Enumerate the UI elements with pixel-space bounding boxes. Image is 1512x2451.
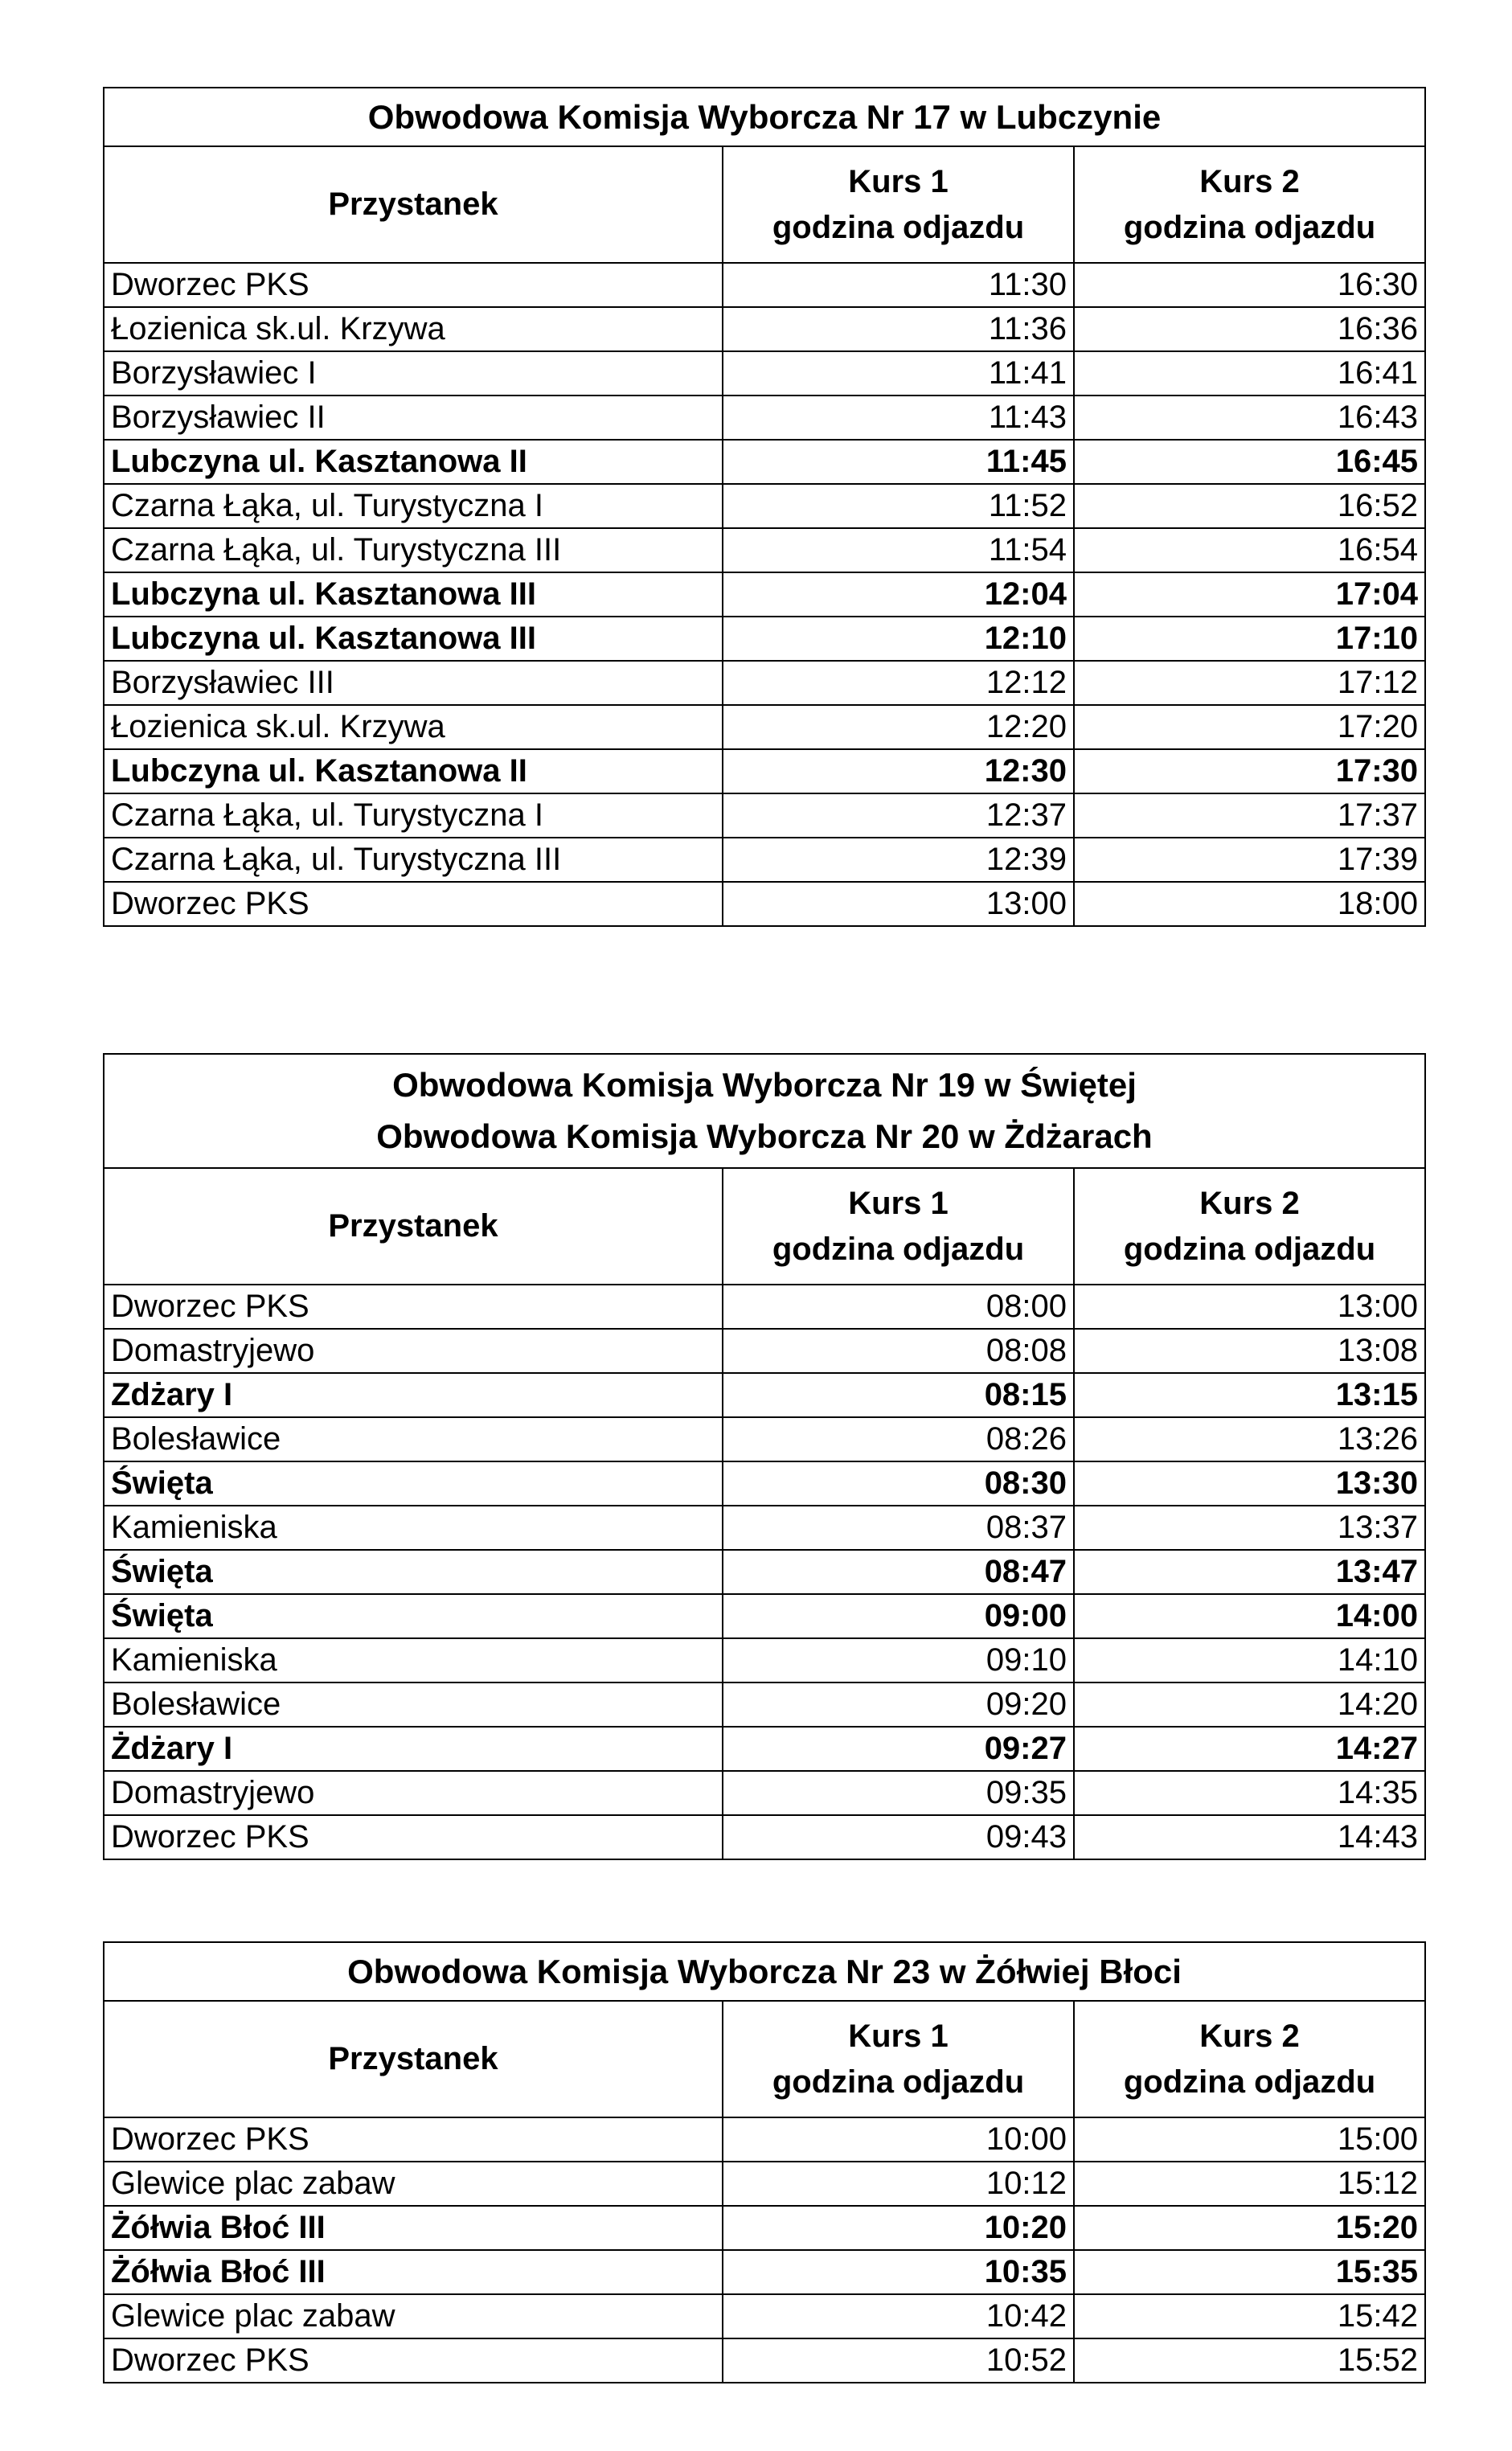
table-row — [104, 572, 1425, 617]
stop-name-cell: Lubczyna ul. Kasztanowa II — [104, 440, 723, 484]
stop-name-cell: Bolesławice — [104, 1417, 723, 1461]
table-row — [104, 1373, 1425, 1417]
course-1-time-cell: 09:10 — [723, 1638, 1074, 1683]
stop-name-cell: Łozienica sk.ul. Krzywa — [104, 307, 723, 351]
header-course-label: Kurs 2 — [1199, 2018, 1300, 2054]
stop-name-cell: Glewice plac zabaw — [104, 2294, 723, 2338]
course-1-time-cell: 10:12 — [723, 2162, 1074, 2206]
stop-name-cell: Bolesławice — [104, 1683, 723, 1727]
stop-name-cell: Kamieniska — [104, 1638, 723, 1683]
stop-name-cell: Glewice plac zabaw — [104, 2162, 723, 2206]
course-1-time-cell: 08:08 — [723, 1329, 1074, 1373]
course-2-time-cell: 13:37 — [1074, 1506, 1425, 1550]
course-1-time-cell: 08:15 — [723, 1373, 1074, 1417]
course-1-time-cell: 08:00 — [723, 1285, 1074, 1329]
table-title-line: Obwodowa Komisja Wyborcza Nr 19 w Świętej — [392, 1066, 1137, 1104]
header-course-1 — [723, 2001, 1074, 2117]
stop-name-cell: Czarna Łąka, ul. Turystyczna III — [104, 528, 723, 572]
course-1-time-cell: 11:41 — [723, 351, 1074, 396]
course-1-time-cell: 11:52 — [723, 484, 1074, 528]
table-title — [104, 1054, 1425, 1168]
stop-name-cell: Borzysławiec I — [104, 351, 723, 396]
table-row — [104, 793, 1425, 838]
header-course-1 — [723, 1168, 1074, 1285]
table-row — [104, 1506, 1425, 1550]
table-row — [104, 1594, 1425, 1638]
table-row — [104, 307, 1425, 351]
course-2-time-cell: 15:00 — [1074, 2117, 1425, 2162]
course-1-time-cell: 08:30 — [723, 1461, 1074, 1506]
course-2-time-cell: 14:27 — [1074, 1727, 1425, 1771]
table-row — [104, 2162, 1425, 2206]
course-1-time-cell: 12:37 — [723, 793, 1074, 838]
course-2-time-cell: 13:26 — [1074, 1417, 1425, 1461]
table-title-line: Obwodowa Komisja Wyborcza Nr 20 w Żdżarach — [376, 1117, 1153, 1155]
table-row — [104, 1329, 1425, 1373]
course-2-time-cell: 17:39 — [1074, 838, 1425, 882]
stop-name-cell: Dworzec PKS — [104, 1285, 723, 1329]
course-1-time-cell: 12:20 — [723, 705, 1074, 749]
table-row — [104, 1815, 1425, 1859]
stop-name-cell: Domastryjewo — [104, 1329, 723, 1373]
course-1-time-cell: 08:37 — [723, 1506, 1074, 1550]
course-1-time-cell: 11:45 — [723, 440, 1074, 484]
course-1-time-cell: 08:26 — [723, 1417, 1074, 1461]
stop-name-cell: Lubczyna ul. Kasztanowa II — [104, 749, 723, 793]
table-row — [104, 1727, 1425, 1771]
course-1-time-cell: 12:04 — [723, 572, 1074, 617]
header-course-label: Kurs 2 — [1199, 1185, 1300, 1221]
table-row — [104, 1461, 1425, 1506]
course-1-time-cell: 10:35 — [723, 2250, 1074, 2294]
schedule-table — [103, 1941, 1426, 2383]
table-title-row — [104, 88, 1425, 146]
table-row — [104, 661, 1425, 705]
course-1-time-cell: 11:54 — [723, 528, 1074, 572]
course-2-time-cell: 14:00 — [1074, 1594, 1425, 1638]
header-course-label: Kurs 2 — [1199, 163, 1300, 199]
stop-name-cell: Kamieniska — [104, 1506, 723, 1550]
header-course-sublabel: godzina odjazdu — [772, 209, 1025, 245]
course-2-time-cell: 17:30 — [1074, 749, 1425, 793]
table-row — [104, 1285, 1425, 1329]
table-row — [104, 1550, 1425, 1594]
stop-name-cell: Domastryjewo — [104, 1771, 723, 1815]
table-row — [104, 263, 1425, 307]
course-2-time-cell: 16:36 — [1074, 307, 1425, 351]
header-stop: Przystanek — [104, 146, 723, 263]
table-row — [104, 617, 1425, 661]
header-course-sublabel: godzina odjazdu — [1123, 209, 1376, 245]
course-2-time-cell: 13:47 — [1074, 1550, 1425, 1594]
course-1-time-cell: 10:52 — [723, 2338, 1074, 2383]
schedule-table — [103, 1053, 1426, 1860]
table-row — [104, 396, 1425, 440]
stop-name-cell: Dworzec PKS — [104, 263, 723, 307]
course-1-time-cell: 10:42 — [723, 2294, 1074, 2338]
course-2-time-cell: 13:00 — [1074, 1285, 1425, 1329]
table-body — [104, 1285, 1425, 1859]
header-course-label: Kurs 1 — [848, 2018, 949, 2054]
course-2-time-cell: 16:43 — [1074, 396, 1425, 440]
table-row — [104, 1638, 1425, 1683]
course-2-time-cell: 16:30 — [1074, 263, 1425, 307]
course-1-time-cell: 11:36 — [723, 307, 1074, 351]
table-header-row — [104, 146, 1425, 263]
course-2-time-cell: 16:54 — [1074, 528, 1425, 572]
course-1-time-cell: 12:10 — [723, 617, 1074, 661]
schedule-table — [103, 87, 1426, 927]
course-1-time-cell: 12:39 — [723, 838, 1074, 882]
table-row — [104, 705, 1425, 749]
table-row — [104, 1683, 1425, 1727]
course-1-time-cell: 10:00 — [723, 2117, 1074, 2162]
course-2-time-cell: 17:20 — [1074, 705, 1425, 749]
stop-name-cell: Żdżary I — [104, 1727, 723, 1771]
header-stop: Przystanek — [104, 1168, 723, 1285]
table-row — [104, 2250, 1425, 2294]
stop-name-cell: Borzysławiec II — [104, 396, 723, 440]
header-course-sublabel: godzina odjazdu — [772, 1231, 1025, 1267]
table-row — [104, 440, 1425, 484]
table-header-row — [104, 2001, 1425, 2117]
stop-name-cell: Święta — [104, 1461, 723, 1506]
header-course-sublabel: godzina odjazdu — [1123, 1231, 1376, 1267]
stop-name-cell: Lubczyna ul. Kasztanowa III — [104, 572, 723, 617]
course-2-time-cell: 14:35 — [1074, 1771, 1425, 1815]
stop-name-cell: Dworzec PKS — [104, 1815, 723, 1859]
course-2-time-cell: 17:04 — [1074, 572, 1425, 617]
course-2-time-cell: 15:12 — [1074, 2162, 1425, 2206]
stop-name-cell: Czarna Łąka, ul. Turystyczna III — [104, 838, 723, 882]
course-2-time-cell: 14:10 — [1074, 1638, 1425, 1683]
course-2-time-cell: 16:52 — [1074, 484, 1425, 528]
stop-name-cell: Żółwia Błoć III — [104, 2250, 723, 2294]
header-course-label: Kurs 1 — [848, 163, 949, 199]
stop-name-cell: Dworzec PKS — [104, 882, 723, 926]
course-1-time-cell: 11:30 — [723, 263, 1074, 307]
table-row — [104, 1771, 1425, 1815]
course-2-time-cell: 15:42 — [1074, 2294, 1425, 2338]
course-1-time-cell: 09:20 — [723, 1683, 1074, 1727]
table-row — [104, 528, 1425, 572]
course-1-time-cell: 13:00 — [723, 882, 1074, 926]
table-row — [104, 2206, 1425, 2250]
course-1-time-cell: 09:27 — [723, 1727, 1074, 1771]
table-title — [104, 88, 1425, 146]
table-row — [104, 2117, 1425, 2162]
table-title-row — [104, 1054, 1425, 1168]
course-1-time-cell: 09:00 — [723, 1594, 1074, 1638]
course-1-time-cell: 11:43 — [723, 396, 1074, 440]
course-1-time-cell: 09:43 — [723, 1815, 1074, 1859]
header-course-2 — [1074, 146, 1425, 263]
table-header-row — [104, 1168, 1425, 1285]
course-2-time-cell: 16:45 — [1074, 440, 1425, 484]
stop-name-cell: Święta — [104, 1594, 723, 1638]
course-1-time-cell: 09:35 — [723, 1771, 1074, 1815]
header-course-sublabel: godzina odjazdu — [1123, 2064, 1376, 2100]
course-1-time-cell: 12:12 — [723, 661, 1074, 705]
course-2-time-cell: 15:52 — [1074, 2338, 1425, 2383]
table-row — [104, 1417, 1425, 1461]
header-course-2 — [1074, 2001, 1425, 2117]
course-2-time-cell: 17:12 — [1074, 661, 1425, 705]
course-2-time-cell: 15:20 — [1074, 2206, 1425, 2250]
course-1-time-cell: 10:20 — [723, 2206, 1074, 2250]
header-stop: Przystanek — [104, 2001, 723, 2117]
table-row — [104, 749, 1425, 793]
header-course-sublabel: godzina odjazdu — [772, 2064, 1025, 2100]
table-row — [104, 351, 1425, 396]
course-2-time-cell: 14:20 — [1074, 1683, 1425, 1727]
course-2-time-cell: 15:35 — [1074, 2250, 1425, 2294]
stop-name-cell: Czarna Łąka, ul. Turystyczna I — [104, 793, 723, 838]
course-1-time-cell: 12:30 — [723, 749, 1074, 793]
table-title-line: Obwodowa Komisja Wyborcza Nr 23 w Żółwiej Błoci — [347, 1952, 1182, 1990]
stop-name-cell: Święta — [104, 1550, 723, 1594]
stop-name-cell: Lubczyna ul. Kasztanowa III — [104, 617, 723, 661]
stop-name-cell: Czarna Łąka, ul. Turystyczna I — [104, 484, 723, 528]
course-2-time-cell: 17:37 — [1074, 793, 1425, 838]
table-row — [104, 2338, 1425, 2383]
table-row — [104, 838, 1425, 882]
course-2-time-cell: 14:43 — [1074, 1815, 1425, 1859]
course-2-time-cell: 13:30 — [1074, 1461, 1425, 1506]
course-2-time-cell: 16:41 — [1074, 351, 1425, 396]
table-title — [104, 1942, 1425, 2001]
stop-name-cell: Dworzec PKS — [104, 2338, 723, 2383]
table-row — [104, 882, 1425, 926]
course-2-time-cell: 13:15 — [1074, 1373, 1425, 1417]
stop-name-cell: Borzysławiec III — [104, 661, 723, 705]
table-row — [104, 2294, 1425, 2338]
header-course-1 — [723, 146, 1074, 263]
table-title-line: Obwodowa Komisja Wyborcza Nr 17 w Lubczynie — [367, 97, 1162, 136]
header-course-2 — [1074, 1168, 1425, 1285]
course-2-time-cell: 18:00 — [1074, 882, 1425, 926]
course-2-time-cell: 13:08 — [1074, 1329, 1425, 1373]
course-1-time-cell: 08:47 — [723, 1550, 1074, 1594]
course-2-time-cell: 17:10 — [1074, 617, 1425, 661]
stop-name-cell: Żółwia Błoć III — [104, 2206, 723, 2250]
table-title-row — [104, 1942, 1425, 2001]
stop-name-cell: Łozienica sk.ul. Krzywa — [104, 705, 723, 749]
stop-name-cell: Zdżary I — [104, 1373, 723, 1417]
stop-name-cell: Dworzec PKS — [104, 2117, 723, 2162]
table-body — [104, 2117, 1425, 2383]
table-body — [104, 263, 1425, 926]
table-row — [104, 484, 1425, 528]
header-course-label: Kurs 1 — [848, 1185, 949, 1221]
